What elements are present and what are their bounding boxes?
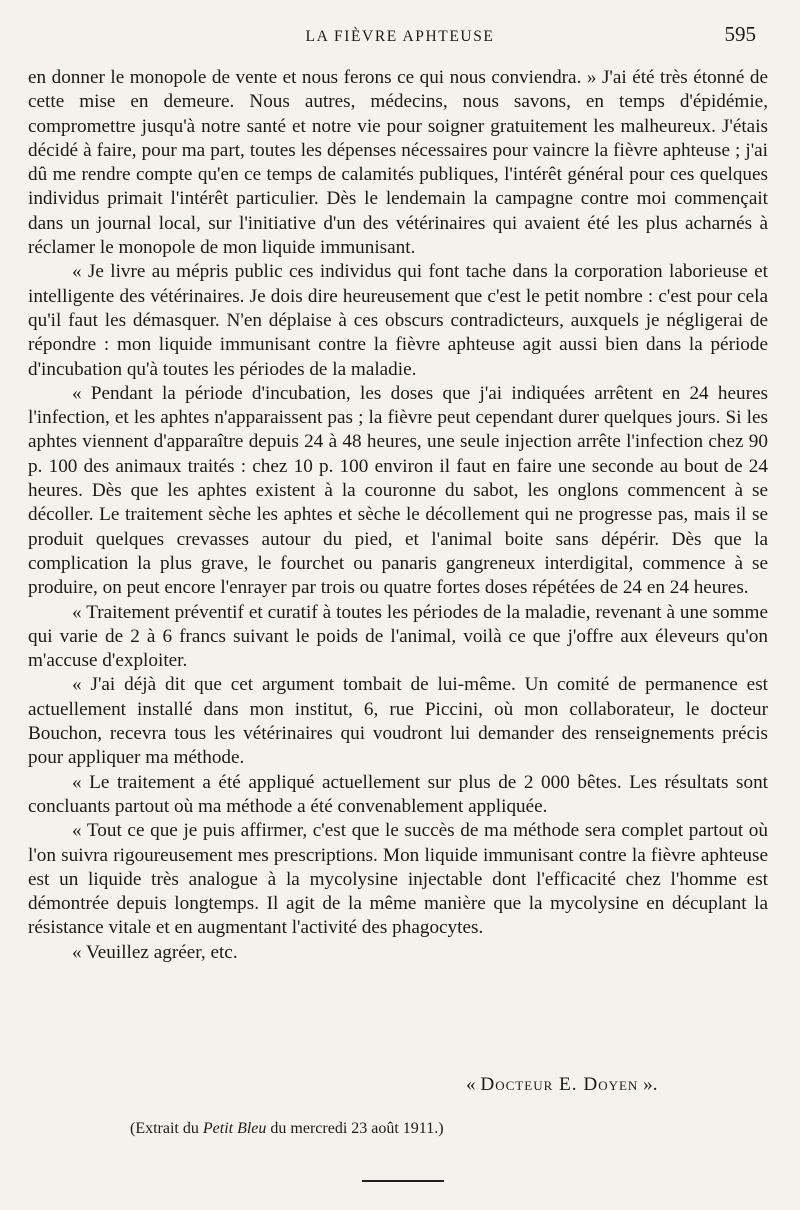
- signature: [466, 1074, 658, 1096]
- paragraph-5: « J'ai déjà dit que cet argument tombait de lui-même. Un comité de permanence est actuellement installé dans mon institut, 6, rue Piccini, où mon collaborateur, le docteur Bouchon, recevra tous les vétérinaires qui voudront lui demander des renseignements précis pour appliquer ma méthode.: [28, 674, 768, 769]
- paragraph-6: « Le traitement a été appliqué actuellement sur plus de 2 000 bêtes. Les résultats sont concluants partout où ma méthode a été convenablement appliquée.: [28, 771, 768, 817]
- signature-open-quote: «: [466, 1074, 481, 1095]
- page-number: 595: [724, 22, 756, 46]
- source-note: [130, 1120, 444, 1138]
- end-rule: [362, 1180, 444, 1182]
- signature-close-quote: ».: [638, 1074, 658, 1095]
- paragraph-4: « Traitement préventif et curatif à toutes les périodes de la maladie, revenant à une somme qui varie de 2 à 6 francs suivant le poids de l'animal, voilà ce que j'offre aux éleveurs qu'on m'accuse d'exploiter.: [28, 601, 768, 672]
- source-title: Petit Bleu: [202, 1120, 267, 1137]
- signature-name: Docteur E. Doyen: [480, 1074, 639, 1095]
- paragraph-2: « Je livre au mépris public ces individus qui font tache dans la corporation laborieuse et intelligente des vétérinaires. Je dois dire heureusement que c'est le petit nombre : c'est pour cela qu'il faut les démasquer. N'en déplaise à ces obscurs contradicteurs, auxquels je négligerai de répondre : mon liquide immunisant contre la fièvre aphteuse agit aussi bien dans la période d'incubation qu'à toutes les périodes de la maladie.: [28, 261, 768, 380]
- paragraph-3: « Pendant la période d'incubation, les doses que j'ai indiquées arrêtent en 24 heures l'infection, et les aphtes n'apparaissent pas ; la fièvre peut cependant durer quelques jours. Si les aphtes viennent d'apparaître depuis 24 à 48 heures, une seule injection arrête l'infection chez 90 p. 100 des animaux traités : chez 10 p. 100 environ il faut en faire une seconde au bout de 24 heures. Dès que les aphtes existent à la couronne du sabot, les onglons commencent à se décoller. Le traitement sèche les aphtes et sèche le décollement qui ne progresse pas, mais il se produit quelques crevasses autour du pied, et l'animal boite sans dépérir. Dès que la complication la plus grave, le fourchet ou panaris gangreneux interdigital, commence à se produire, on peut encore l'enrayer par trois ou quatre fortes doses répétées de 24 en 24 heures.: [28, 382, 768, 599]
- paragraph-8: « Veuillez agréer, etc.: [72, 941, 238, 963]
- running-title: LA FIÈVRE APHTEUSE: [305, 28, 495, 45]
- paragraph-1: en donner le monopole de vente et nous ferons ce qui nous conviendra. » J'ai été très étonné de cette mise en demeure. Nous autres, médecins, nous savons, en temps d'épidémie, compromettre jusqu'à notre santé et notre vie pour soigner gratuitement les malheureux. J'étais décidé à faire, pour ma part, toutes les dépenses nécessaires pour vaincre la fièvre aphteuse ; j'ai dû me rendre compte qu'en ce temps de calamités publiques, l'intérêt général pour ces quelques individus primait l'intérêt particulier. Dès le lendemain la campagne contre moi commençait dans un journal local, sur l'initiative d'un des vétérinaires qui avaient été les plus acharnés à réclamer le monopole de mon liquide immunisant.: [28, 67, 768, 259]
- source-suffix: du mercredi 23 août 1911.): [266, 1120, 444, 1137]
- body-text: [28, 66, 768, 965]
- source-prefix: (Extrait du: [130, 1120, 203, 1137]
- paragraph-7: « Tout ce que je puis affirmer, c'est que le succès de ma méthode sera complet partout où l'on suivra rigoureusement mes prescriptions. Mon liquide immunisant contre la fièvre aphteuse est un liquide très analogue à la mycolysine injectable dont l'efficacité chez l'homme est démontrée depuis longtemps. Il agit de la même manière que la mycolysine en décuplant la résistance vitale et en augmentant l'activité des phagocytes.: [28, 820, 768, 939]
